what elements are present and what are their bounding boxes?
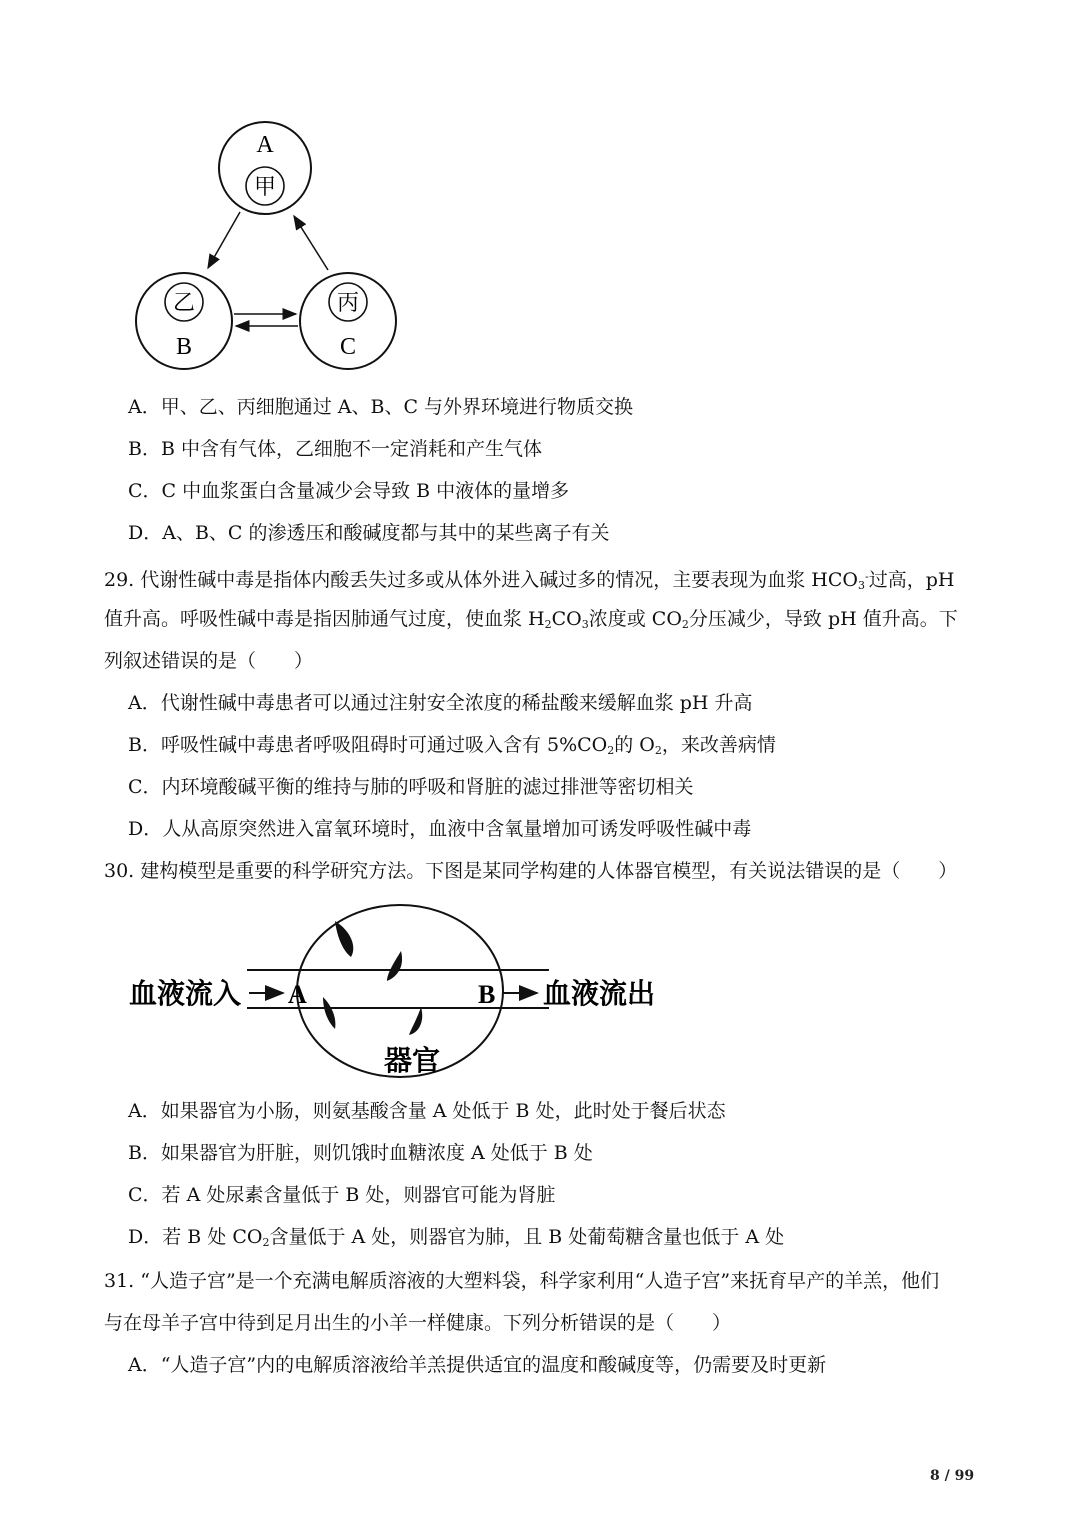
cell-shape-2: [387, 951, 402, 981]
q29-stem-line2: 值升高。呼吸性碱中毒是指因肺通气过度，使血浆 $H_2CO_3$浓度或 $CO_2$分压减少，导致 pH 值升高。下: [104, 608, 958, 631]
arrow-C-to-A: [294, 216, 328, 270]
q28-option-b: B．B 中含有气体，乙细胞不一定消耗和产生气体: [128, 438, 542, 460]
cell-shape-1: [335, 921, 353, 957]
q31-stem-line1: 31. “人造子宫”是一个充满电解质溶液的大塑料袋，科学家利用“人造子宫”来抚育早产的羊羔，他们: [104, 1270, 940, 1292]
q28-option-c: C．C 中血浆蛋白含量减少会导致 B 中液体的量增多: [128, 480, 570, 502]
q30-stem: 30. 建构模型是重要的科学研究方法。下图是某同学构建的人体器官模型，有关说法错误的是（ ）: [104, 860, 958, 882]
q29-option-c: C．内环境酸碱平衡的维持与肺的呼吸和肾脏的滤过排泄等密切相关: [128, 776, 694, 798]
label-outflow: 血液流出: [543, 977, 656, 1010]
q29-stem-line1: 29. 代谢性碱中毒是指体内酸丢失过多或从体外进入碱过多的情况，主要表现为血浆 $HCO_3^-$过高，pH: [104, 569, 955, 592]
q31-option-a: A．“人造子宫”内的电解质溶液给羊羔提供适宜的温度和酸碱度等，仍需要及时更新: [128, 1354, 827, 1376]
q28-option-d: D．A、B、C 的渗透压和酸碱度都与其中的某些离子有关: [128, 522, 610, 544]
q30-option-c: C．若 A 处尿素含量低于 B 处，则器官可能为肾脏: [128, 1184, 556, 1206]
q29-option-b: B．呼吸性碱中毒患者呼吸阻碍时可通过吸入含有 $5\%CO_2$的 $O_2$，来改善病情: [128, 734, 776, 757]
q31-stem-line2: 与在母羊子宫中待到足月出生的小羊一样健康。下列分析错误的是（ ）: [104, 1312, 732, 1334]
q28-option-a: A．甲、乙、丙细胞通过 A、B、C 与外界环境进行物质交换: [128, 396, 634, 418]
label-jia: 甲: [253, 175, 277, 200]
organ-model-diagram: [125, 895, 685, 1090]
page-number: 8 / 99: [930, 1468, 975, 1484]
label-yi: 乙: [172, 291, 196, 316]
label-point-B: B: [478, 980, 496, 1009]
label-bing: 丙: [336, 291, 360, 316]
cell-shape-3: [323, 997, 335, 1029]
q29-stem-line3: 列叙述错误的是（ ）: [104, 650, 314, 672]
label-B: B: [175, 334, 193, 360]
q30-option-d: D．若 B 处 $CO_2$含量低于 A 处，则器官为肺，且 B 处葡萄糖含量也低于 A 处: [128, 1226, 785, 1249]
cell-shape-4: [409, 1007, 422, 1035]
cell-exchange-diagram: [130, 118, 410, 373]
label-point-A: A: [288, 980, 307, 1009]
label-A: A: [256, 132, 274, 158]
label-inflow: 血液流入: [129, 977, 242, 1010]
q29-option-a: A．代谢性碱中毒患者可以通过注射安全浓度的稀盐酸来缓解血浆 pH 升高: [128, 692, 753, 714]
q30-option-a: A．如果器官为小肠，则氨基酸含量 A 处低于 B 处，此时处于餐后状态: [128, 1100, 726, 1122]
q29-option-d: D．人从高原突然进入富氧环境时，血液中含氧量增加可诱发呼吸性碱中毒: [128, 818, 752, 840]
label-C: C: [339, 334, 357, 360]
arrow-A-to-B: [208, 212, 240, 268]
label-organ: 器官: [383, 1044, 441, 1077]
q30-option-b: B．如果器官为肝脏，则饥饿时血糖浓度 A 处低于 B 处: [128, 1142, 593, 1164]
